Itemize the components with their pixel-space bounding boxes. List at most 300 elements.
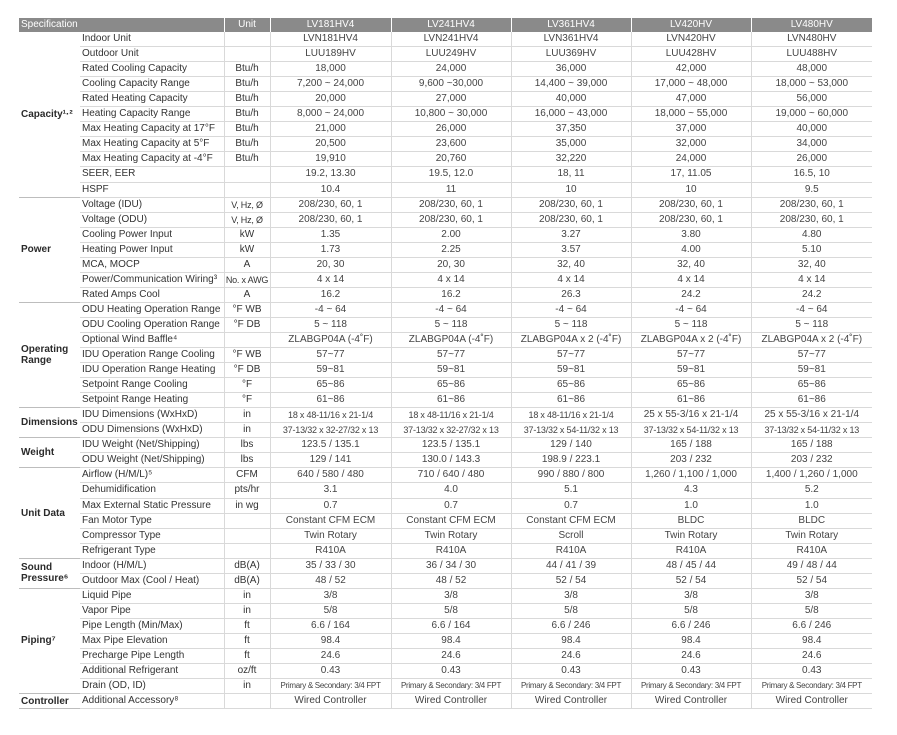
cell-value: 208/230, 60, 1 (270, 197, 391, 212)
group-label: Operating Range (19, 302, 80, 407)
cell-value: 65~86 (391, 378, 511, 393)
cell-value: 4 x 14 (270, 272, 391, 287)
cell-value: 24.6 (511, 648, 631, 663)
cell-value: 20, 30 (391, 257, 511, 272)
cell-value: 5/8 (511, 603, 631, 618)
cell-value: 129 / 141 (270, 453, 391, 468)
cell-value: 98.4 (270, 633, 391, 648)
table-row (19, 287, 872, 302)
row-label: Power/Communication Wiring³ (80, 272, 224, 287)
cell-value: ZLABGP04A x 2 (-4˚F) (751, 332, 872, 347)
table-row (19, 679, 872, 694)
cell-value: LUU428HV (631, 47, 751, 62)
table-row (19, 212, 872, 227)
cell-value: 24.6 (631, 648, 751, 663)
cell-value: 3/8 (270, 588, 391, 603)
cell-value: 32,000 (631, 137, 751, 152)
row-unit: °F DB (224, 363, 270, 378)
group-label: Unit Data (19, 468, 80, 558)
group-label: Piping⁷ (19, 588, 80, 693)
table-row (19, 528, 872, 543)
cell-value: 24.6 (270, 648, 391, 663)
cell-value: 32,220 (511, 152, 631, 167)
table-row (19, 483, 872, 498)
cell-value: 5 ~ 118 (270, 317, 391, 332)
cell-value: 165 / 188 (751, 438, 872, 453)
group-label: Dimensions (19, 408, 80, 438)
row-label: Refrigerant Type (80, 543, 224, 558)
row-unit: in (224, 408, 270, 423)
row-label: Heating Power Input (80, 242, 224, 257)
cell-value: R410A (270, 543, 391, 558)
cell-value: 208/230, 60, 1 (511, 197, 631, 212)
row-unit: Btu/h (224, 62, 270, 77)
row-unit: in (224, 603, 270, 618)
row-unit: V, Hz, Ø (224, 197, 270, 212)
row-label: IDU Operation Range Cooling (80, 348, 224, 363)
cell-value: 3.57 (511, 242, 631, 257)
cell-value: 57~77 (751, 348, 872, 363)
row-label: Voltage (IDU) (80, 197, 224, 212)
cell-value: 1,260 / 1,100 / 1,000 (631, 468, 751, 483)
row-label: Airflow (H/M/L)⁵ (80, 468, 224, 483)
cell-value: 3/8 (631, 588, 751, 603)
row-unit (224, 543, 270, 558)
cell-value: 59~81 (391, 363, 511, 378)
cell-value: -4 ~ 64 (270, 302, 391, 317)
cell-value: 2.00 (391, 227, 511, 242)
cell-value: 123.5 / 135.1 (270, 438, 391, 453)
cell-value: ZLABGP04A x 2 (-4˚F) (631, 332, 751, 347)
cell-value: 208/230, 60, 1 (391, 212, 511, 227)
cell-value: Wired Controller (631, 694, 751, 709)
cell-value: 18 x 48-11/16 x 21-1/4 (391, 408, 511, 423)
cell-value: 4 x 14 (751, 272, 872, 287)
cell-value: 32, 40 (511, 257, 631, 272)
cell-value: 36,000 (511, 62, 631, 77)
cell-value: 65~86 (511, 378, 631, 393)
cell-value: 8,000 ~ 24,000 (270, 107, 391, 122)
cell-value: 32, 40 (631, 257, 751, 272)
table-row (19, 302, 872, 317)
cell-value: 1.73 (270, 242, 391, 257)
cell-value: 129 / 140 (511, 438, 631, 453)
cell-value: 10 (511, 182, 631, 197)
cell-value: LVN241HV4 (391, 32, 511, 47)
table-row (19, 558, 872, 573)
cell-value: 4.3 (631, 483, 751, 498)
cell-value: 26,000 (391, 122, 511, 137)
cell-value: 25 x 55-3/16 x 21-1/4 (751, 408, 872, 423)
row-label: Rated Cooling Capacity (80, 62, 224, 77)
row-label: Liquid Pipe (80, 588, 224, 603)
cell-value: 130.0 / 143.3 (391, 453, 511, 468)
cell-value: 19.2, 13.30 (270, 167, 391, 182)
row-label: Compressor Type (80, 528, 224, 543)
row-label: Setpoint Range Cooling (80, 378, 224, 393)
cell-value: 10.4 (270, 182, 391, 197)
cell-value: 990 / 880 / 800 (511, 468, 631, 483)
cell-value: 20,000 (270, 92, 391, 107)
cell-value: 4.0 (391, 483, 511, 498)
row-unit: CFM (224, 468, 270, 483)
row-label: Precharge Pipe Length (80, 648, 224, 663)
cell-value: LUU189HV (270, 47, 391, 62)
row-unit: A (224, 257, 270, 272)
table-row (19, 363, 872, 378)
cell-value: 5.2 (751, 483, 872, 498)
cell-value: 44 / 41 / 39 (511, 558, 631, 573)
row-label: Max Pipe Elevation (80, 633, 224, 648)
header-model-2: LV241HV4 (391, 18, 511, 32)
table-row (19, 618, 872, 633)
row-unit: in (224, 423, 270, 438)
cell-value: Wired Controller (511, 694, 631, 709)
row-label: Max External Static Pressure (80, 498, 224, 513)
row-unit: Btu/h (224, 107, 270, 122)
cell-value: 18, 11 (511, 167, 631, 182)
cell-value: 198.9 / 223.1 (511, 453, 631, 468)
group-label: Sound Pressure⁶ (19, 558, 80, 588)
cell-value: 6.6 / 164 (270, 618, 391, 633)
cell-value: LVN181HV4 (270, 32, 391, 47)
row-label: Pipe Length (Min/Max) (80, 618, 224, 633)
cell-value: 48 / 45 / 44 (631, 558, 751, 573)
cell-value: 56,000 (751, 92, 872, 107)
cell-value: 5/8 (751, 603, 872, 618)
cell-value: Twin Rotary (631, 528, 751, 543)
specification-table (19, 18, 872, 709)
row-unit: Btu/h (224, 77, 270, 92)
table-row (19, 348, 872, 363)
cell-value: Primary & Secondary: 3/4 FPT (270, 679, 391, 694)
row-unit (224, 47, 270, 62)
cell-value: 4 x 14 (391, 272, 511, 287)
row-unit: kW (224, 227, 270, 242)
cell-value: 61~86 (511, 393, 631, 408)
header-model-3: LV361HV4 (511, 18, 631, 32)
cell-value: 52 / 54 (511, 573, 631, 588)
table-row (19, 588, 872, 603)
cell-value: 5/8 (391, 603, 511, 618)
cell-value: 0.7 (511, 498, 631, 513)
cell-value: 10 (631, 182, 751, 197)
cell-value: LVN480HV (751, 32, 872, 47)
cell-value: 165 / 188 (631, 438, 751, 453)
row-unit: ft (224, 633, 270, 648)
row-label: IDU Dimensions (WxHxD) (80, 408, 224, 423)
row-label: Vapor Pipe (80, 603, 224, 618)
row-label: ODU Cooling Operation Range (80, 317, 224, 332)
row-unit: dB(A) (224, 558, 270, 573)
cell-value: 208/230, 60, 1 (391, 197, 511, 212)
cell-value: 42,000 (631, 62, 751, 77)
cell-value: Wired Controller (751, 694, 872, 709)
row-unit: ft (224, 618, 270, 633)
row-label: Indoor Unit (80, 32, 224, 47)
cell-value: 5/8 (631, 603, 751, 618)
table-row (19, 453, 872, 468)
cell-value: 57~77 (631, 348, 751, 363)
cell-value: 19,000 ~ 60,000 (751, 107, 872, 122)
table-row (19, 32, 872, 47)
cell-value: R410A (511, 543, 631, 558)
cell-value: LVN420HV (631, 32, 751, 47)
row-unit (224, 694, 270, 709)
cell-value: 5 ~ 118 (751, 317, 872, 332)
cell-value: 19.5, 12.0 (391, 167, 511, 182)
cell-value: 40,000 (751, 122, 872, 137)
row-unit: Btu/h (224, 137, 270, 152)
cell-value: LUU249HV (391, 47, 511, 62)
row-unit: A (224, 287, 270, 302)
row-unit: No. x AWG (224, 272, 270, 287)
cell-value: 4.80 (751, 227, 872, 242)
cell-value: 5/8 (270, 603, 391, 618)
row-label: Heating Capacity Range (80, 107, 224, 122)
row-unit: V, Hz, Ø (224, 212, 270, 227)
cell-value: 3/8 (511, 588, 631, 603)
cell-value: 34,000 (751, 137, 872, 152)
cell-value: R410A (751, 543, 872, 558)
cell-value: 0.7 (391, 498, 511, 513)
table-row (19, 257, 872, 272)
cell-value: 37-13/32 x 54-11/32 x 13 (511, 423, 631, 438)
cell-value: 5 ~ 118 (631, 317, 751, 332)
cell-value: 37-13/32 x 32-27/32 x 13 (391, 423, 511, 438)
cell-value: R410A (391, 543, 511, 558)
cell-value: 1.0 (631, 498, 751, 513)
cell-value: 65~86 (631, 378, 751, 393)
cell-value: -4 ~ 64 (391, 302, 511, 317)
table-body (19, 32, 872, 709)
row-label: Rated Heating Capacity (80, 92, 224, 107)
row-unit: °F (224, 393, 270, 408)
cell-value: 5.1 (511, 483, 631, 498)
cell-value: 208/230, 60, 1 (631, 212, 751, 227)
cell-value: 18 x 48-11/16 x 21-1/4 (511, 408, 631, 423)
row-unit: Btu/h (224, 122, 270, 137)
table-row (19, 92, 872, 107)
cell-value: 98.4 (511, 633, 631, 648)
cell-value: 65~86 (270, 378, 391, 393)
cell-value: 37-13/32 x 32-27/32 x 13 (270, 423, 391, 438)
cell-value: 203 / 232 (751, 453, 872, 468)
table-row (19, 62, 872, 77)
cell-value: 35 / 33 / 30 (270, 558, 391, 573)
table-row (19, 664, 872, 679)
cell-value: Constant CFM ECM (511, 513, 631, 528)
cell-value: 9.5 (751, 182, 872, 197)
row-unit: lbs (224, 438, 270, 453)
table-row (19, 408, 872, 423)
cell-value: ZLABGP04A x 2 (-4˚F) (511, 332, 631, 347)
group-label: Controller (19, 694, 80, 709)
cell-value: 24.2 (631, 287, 751, 302)
cell-value: 5 ~ 118 (511, 317, 631, 332)
row-label: MCA, MOCP (80, 257, 224, 272)
cell-value: 17, 11.05 (631, 167, 751, 182)
cell-value: 4.00 (631, 242, 751, 257)
row-unit: Btu/h (224, 92, 270, 107)
cell-value: 9,600 ~30,000 (391, 77, 511, 92)
cell-value: -4 ~ 64 (511, 302, 631, 317)
cell-value: 640 / 580 / 480 (270, 468, 391, 483)
table-row (19, 272, 872, 287)
row-label: Drain (OD, ID) (80, 679, 224, 694)
cell-value: Constant CFM ECM (270, 513, 391, 528)
cell-value: -4 ~ 64 (751, 302, 872, 317)
cell-value: 48 / 52 (391, 573, 511, 588)
table-row (19, 633, 872, 648)
cell-value: 16.5, 10 (751, 167, 872, 182)
cell-value: 24.6 (391, 648, 511, 663)
cell-value: 2.25 (391, 242, 511, 257)
table-row (19, 167, 872, 182)
cell-value: BLDC (751, 513, 872, 528)
header-model-1: LV181HV4 (270, 18, 391, 32)
cell-value: Twin Rotary (270, 528, 391, 543)
cell-value: 0.43 (391, 664, 511, 679)
row-unit: in (224, 679, 270, 694)
cell-value: 36 / 34 / 30 (391, 558, 511, 573)
row-unit: °F (224, 378, 270, 393)
cell-value: 98.4 (391, 633, 511, 648)
cell-value: 37-13/32 x 54-11/32 x 13 (751, 423, 872, 438)
row-unit (224, 32, 270, 47)
table-row (19, 694, 872, 709)
row-unit: ft (224, 648, 270, 663)
cell-value: 21,000 (270, 122, 391, 137)
cell-value: 19,910 (270, 152, 391, 167)
row-unit: in wg (224, 498, 270, 513)
cell-value: 5.10 (751, 242, 872, 257)
row-unit: kW (224, 242, 270, 257)
row-label: Optional Wind Baffle⁴ (80, 332, 224, 347)
cell-value: 11 (391, 182, 511, 197)
table-row (19, 468, 872, 483)
cell-value: 26.3 (511, 287, 631, 302)
cell-value: 61~86 (391, 393, 511, 408)
cell-value: 6.6 / 246 (631, 618, 751, 633)
cell-value: Primary & Secondary: 3/4 FPT (391, 679, 511, 694)
row-unit (224, 332, 270, 347)
table-row (19, 603, 872, 618)
row-unit (224, 513, 270, 528)
cell-value: Constant CFM ECM (391, 513, 511, 528)
cell-value: 49 / 48 / 44 (751, 558, 872, 573)
row-unit: °F DB (224, 317, 270, 332)
cell-value: LUU488HV (751, 47, 872, 62)
cell-value: 3.1 (270, 483, 391, 498)
table-row (19, 378, 872, 393)
table-row (19, 513, 872, 528)
cell-value: 208/230, 60, 1 (511, 212, 631, 227)
group-label: Power (19, 197, 80, 302)
cell-value: 37-13/32 x 54-11/32 x 13 (631, 423, 751, 438)
table-row (19, 317, 872, 332)
header-unit: Unit (224, 18, 270, 32)
cell-value: Primary & Secondary: 3/4 FPT (751, 679, 872, 694)
cell-value: LVN361HV4 (511, 32, 631, 47)
cell-value: 710 / 640 / 480 (391, 468, 511, 483)
cell-value: LUU369HV (511, 47, 631, 62)
row-unit: °F WB (224, 302, 270, 317)
row-label: IDU Operation Range Heating (80, 363, 224, 378)
cell-value: 6.6 / 164 (391, 618, 511, 633)
row-label: ODU Heating Operation Range (80, 302, 224, 317)
cell-value: 59~81 (631, 363, 751, 378)
cell-value: 48,000 (751, 62, 872, 77)
cell-value: R410A (631, 543, 751, 558)
cell-value: 98.4 (751, 633, 872, 648)
row-unit (224, 182, 270, 197)
cell-value: 6.6 / 246 (751, 618, 872, 633)
cell-value: 24.2 (751, 287, 872, 302)
cell-value: 26,000 (751, 152, 872, 167)
cell-value: 17,000 ~ 48,000 (631, 77, 751, 92)
cell-value: 35,000 (511, 137, 631, 152)
cell-value: 1.0 (751, 498, 872, 513)
cell-value: 208/230, 60, 1 (751, 197, 872, 212)
cell-value: 20,760 (391, 152, 511, 167)
cell-value: BLDC (631, 513, 751, 528)
cell-value: 1.35 (270, 227, 391, 242)
cell-value: ZLABGP04A (-4˚F) (391, 332, 511, 347)
cell-value: 3.80 (631, 227, 751, 242)
row-label: Cooling Power Input (80, 227, 224, 242)
table-row (19, 438, 872, 453)
group-label: Capacity¹·² (19, 32, 80, 197)
row-label: Max Heating Capacity at 17°F (80, 122, 224, 137)
cell-value: 48 / 52 (270, 573, 391, 588)
cell-value: 24,000 (391, 62, 511, 77)
cell-value: 4 x 14 (631, 272, 751, 287)
row-label: Setpoint Range Heating (80, 393, 224, 408)
cell-value: 37,350 (511, 122, 631, 137)
cell-value: 23,600 (391, 137, 511, 152)
table-row (19, 543, 872, 558)
row-label: Max Heating Capacity at -4°F (80, 152, 224, 167)
cell-value: 16.2 (270, 287, 391, 302)
cell-value: 57~77 (511, 348, 631, 363)
cell-value: 65~86 (751, 378, 872, 393)
row-label: Rated Amps Cool (80, 287, 224, 302)
row-label: SEER, EER (80, 167, 224, 182)
table-header-row (19, 18, 872, 32)
cell-value: 0.43 (631, 664, 751, 679)
cell-value: 32, 40 (751, 257, 872, 272)
table-row (19, 573, 872, 588)
row-unit: lbs (224, 453, 270, 468)
row-unit (224, 167, 270, 182)
table-row (19, 137, 872, 152)
row-unit: dB(A) (224, 573, 270, 588)
row-label: Additional Accessory⁸ (80, 694, 224, 709)
cell-value: 52 / 54 (631, 573, 751, 588)
row-label: Fan Motor Type (80, 513, 224, 528)
cell-value: 18,000 ~ 55,000 (631, 107, 751, 122)
table-row (19, 242, 872, 257)
cell-value: 14,400 ~ 39,000 (511, 77, 631, 92)
cell-value: 208/230, 60, 1 (270, 212, 391, 227)
row-label: IDU Weight (Net/Shipping) (80, 438, 224, 453)
cell-value: 3/8 (391, 588, 511, 603)
cell-value: 0.43 (270, 664, 391, 679)
row-unit: Btu/h (224, 152, 270, 167)
cell-value: 7,200 ~ 24,000 (270, 77, 391, 92)
row-label: Max Heating Capacity at 5°F (80, 137, 224, 152)
